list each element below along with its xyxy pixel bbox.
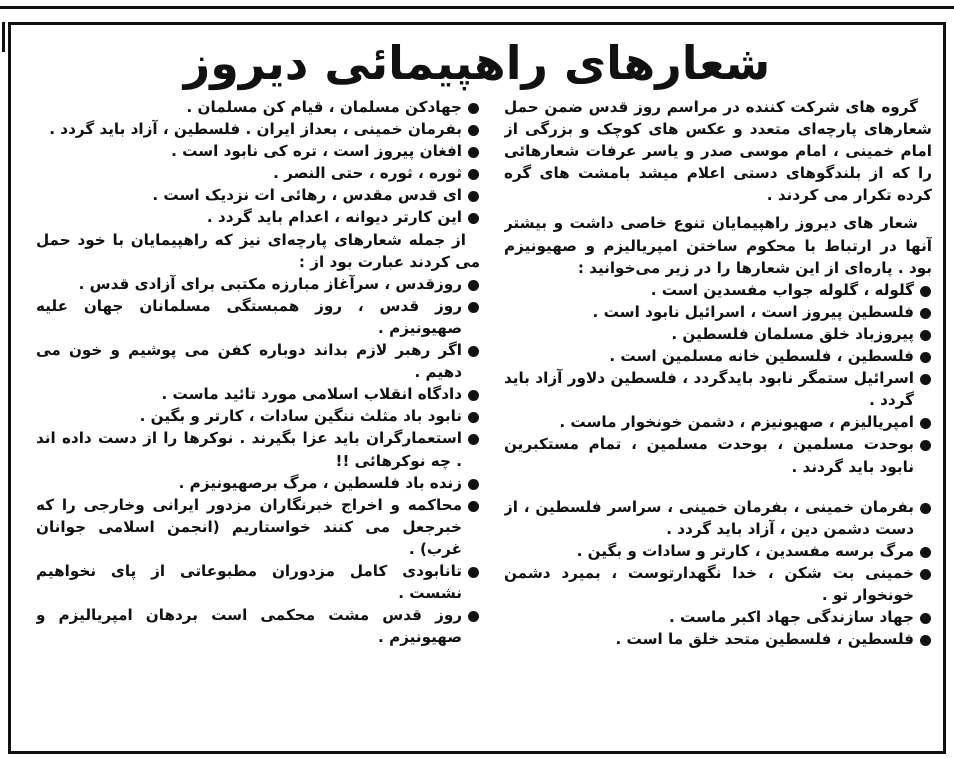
slogan-item: پیروزباد خلق مسلمان فلسطین . bbox=[504, 323, 932, 345]
slogan-item: زنده باد فلسطین ، مرگ برصهیونیزم . bbox=[36, 472, 480, 494]
slogan-item: ای قدس مقدس ، رهائی ات نزدیک است . bbox=[36, 184, 480, 206]
slogan-item: اگر رهبر لازم بداند دوباره کفن می پوشیم و خون می دهیم . bbox=[36, 339, 480, 383]
slogan-item: مرگ برسه مفسدین ، کارتر و سادات و بگین . bbox=[504, 540, 932, 562]
slogan-item: ثوره ، ثوره ، حتی النصر . bbox=[36, 162, 480, 184]
right-column bbox=[504, 96, 932, 742]
slogan-item: فلسطین ، فلسطین متحد خلق ما است . bbox=[504, 628, 932, 650]
headline: شعارهای راهپیمائی دیروز bbox=[183, 36, 771, 90]
slogan-item: دادگاه انقلاب اسلامی مورد تائید ماست . bbox=[36, 383, 480, 405]
slogan-list bbox=[36, 96, 480, 229]
left-column bbox=[36, 96, 480, 742]
edge-mark bbox=[2, 22, 5, 52]
slogan-item: جهادکن مسلمان ، قیام کن مسلمان . bbox=[36, 96, 480, 118]
slogan-list bbox=[504, 496, 932, 651]
slogan-list bbox=[504, 279, 932, 478]
slogan-item: گلوله ، گلوله جواب مفسدین است . bbox=[504, 279, 932, 301]
slogan-item: بفرمان خمینی ، بعداز ایران . فلسطین ، آزاد باید گردد . bbox=[36, 118, 480, 140]
top-rule bbox=[0, 6, 954, 9]
slogan-item: روز قدس مشت محکمی است بردهان امپریالیزم و صهیونیزم . bbox=[36, 604, 480, 648]
slogan-item: بوحدت مسلمین ، بوحدت مسلمین ، تمام مستکبرین نابود باید گردند . bbox=[504, 433, 932, 477]
slogan-item: فلسطین ، فلسطین خانه مسلمین است . bbox=[504, 345, 932, 367]
slogan-item: اسرائیل ستمگر نابود بایدگردد ، فلسطین دلاور آزاد باید گردد . bbox=[504, 367, 932, 411]
slogan-item: امپریالیزم ، صهیونیزم ، دشمن خونخوار ماست . bbox=[504, 411, 932, 433]
slogan-item: نابود باد مثلث ننگین سادات ، کارتر و بگین . bbox=[36, 405, 480, 427]
slogan-item: بفرمان خمینی ، بفرمان خمینی ، سراسر فلسطین ، از دست دشمن دین ، آزاد باید گردد . bbox=[504, 496, 932, 540]
slogans-intro-paragraph: شعار های دیروز راهپیمایان تنوع خاصی داشت و بیشتر آنها در ارتباط با محکوم ساختن امپریالیزم و صهیونیزم بود . پاره‌ای از این شعارها را در زیر می‌خوانید : bbox=[504, 214, 932, 277]
slogan-item: تانابودی کامل مزدوران مطبوعاتی از پای نخواهیم نشست . bbox=[36, 560, 480, 604]
slogan-item: جهاد سازندگی جهاد اکبر ماست . bbox=[504, 606, 932, 628]
slogan-item: فلسطین پیروز است ، اسرائیل نابود است . bbox=[504, 301, 932, 323]
slogan-list bbox=[36, 273, 480, 649]
slogan-item: روزقدس ، سرآغاز مبارزه مکتبی برای آزادی قدس . bbox=[36, 273, 480, 295]
slogan-item: این کارتر دیوانه ، اعدام باید گردد . bbox=[36, 206, 480, 228]
slogan-item: افغان پیروز است ، تره کی نابود است . bbox=[36, 140, 480, 162]
slogan-item: خمینی بت شکن ، خدا نگهدارتوست ، بمیرد دشمن خونخوار تو . bbox=[504, 562, 932, 606]
slogan-item: محاکمه و اخراج خبرنگاران مزدور ایرانی وخارجی را که خبرجعل می کنند خواستاریم (انجمن اسلامی جوانان غرب) . bbox=[36, 494, 480, 560]
intro-paragraph: گروه های شرکت کننده در مراسم روز قدس ضمن حمل شعارهای پارچه‌ای متعدد و عکس های کوچک و بزرگی از امام خمینی ، امام موسی صدر و یاسر عرفات شعارهائی را که از بلندگوهای دستی اعلام میشد بامشت های گره کرده تکرار می کردند . bbox=[504, 98, 932, 205]
slogan-item: استعمارگران باید عزا بگیرند . نوکرها را از دست داده اند . چه نوکرهائی !! bbox=[36, 427, 480, 471]
banners-intro-paragraph: از جمله شعارهای پارچه‌ای نیز که راهپیمایان با خود حمل می کردند عبارت بود از : bbox=[36, 230, 480, 271]
slogan-item: روز قدس ، روز همبستگی مسلمانان جهان علیه صهیونیزم . bbox=[36, 295, 480, 339]
